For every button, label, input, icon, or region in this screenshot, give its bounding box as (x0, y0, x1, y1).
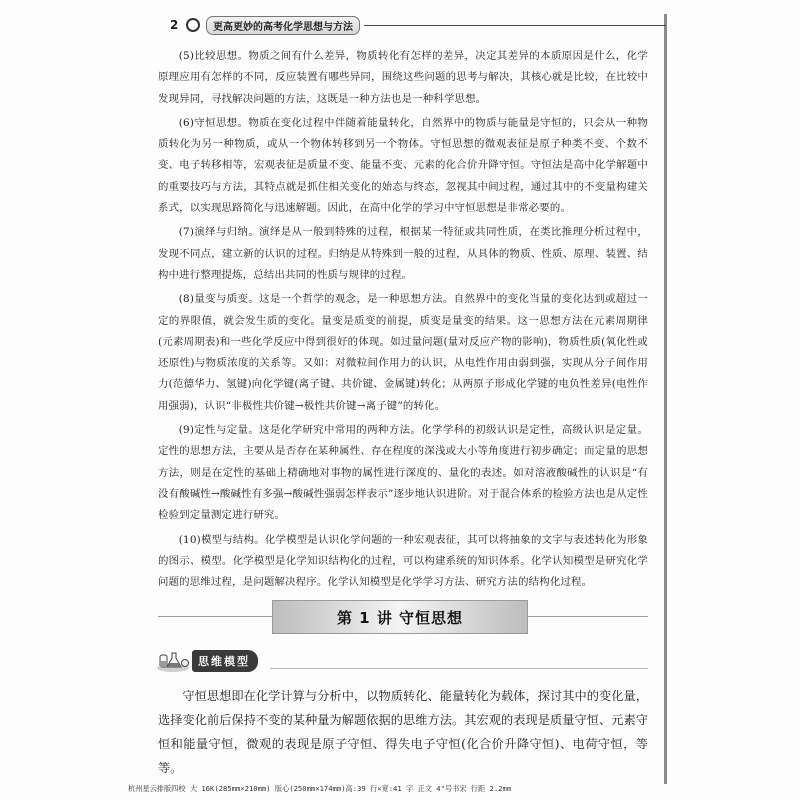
paragraph-model-structure: (10)模型与结构。化学模型是认识化学问题的一种宏观表征，其可以将抽象的文字与表述转化为形象的图示、模型。化学模型是化学知识结构化的过程，可以构建系统的知识体系。化学认知模型是研究化学问题的思维过程，是问题解决程序。化学认知模型是化学学习方法、研究方法的结构化过程。 (158, 533, 648, 589)
lecture-title: 第 1 讲 守恒思想 (336, 608, 464, 627)
section-badge-label: 思维模型 (192, 650, 258, 672)
print-imprint: 杭州星云排版四校 大 16K(285mm×210mm) 版心(250mm×174mm)高:39 行×宽:41 字 正文 4"号书宋 行距 2.2mm (128, 784, 512, 793)
header-rule (364, 25, 666, 26)
book-title: 更高更妙的高考化学思想与方法 (206, 16, 360, 35)
paragraph-quantity-quality: (8)量变与质变。这是一个哲学的观念，是一种思想方法。自然界中的变化当量的变化达到或超过一定的界限值，就会发生质的变化。量变是质变的前提，质变是量变的结果。这一思想方法在元素周期律(元素周期表)和一些化学反应中得到很好的体现。如过量问题(量对反应产物的影响)，物质性质(氧化性或还原性)与物质浓度的关系等。又如：对微粒间作用力的认识，从电性作用由弱到强，实现从分子间作用力(范德华力、氢键)向化学键(离子键、共价键、金属键)转化；从两原子形成化学键的电负性差异(电性作用强弱)，认识“非极性共价键→极性共价键→离子键”的转化。 (158, 293, 648, 412)
paragraph-comparison: (5)比较思想。物质之间有什么差异，物质转化有怎样的差异，决定其差异的本质原因是什么，化学原理应用有怎样的不同，反应装置有哪些异同，围绕这些问题的思考与解决，其核心就是比较，在比较中发现异同，寻找解决问题的方法，这既是一种方法也是一种科学思想。 (158, 50, 648, 105)
page-number: 2 (170, 18, 179, 32)
running-header (186, 16, 666, 34)
paragraph-qualitative-quantitative: (9)定性与定量。这是化学研究中常用的两种方法。化学学科的初级认识是定性，高级认识是定量。定性的思想方法，主要从是否存在某种属性、存在程度的深浅或大小等角度进行初步确定；而定量的思想方法，则是在定性的基础上精确地对事物的属性进行深度的、量化的表述。如对溶液酸碱性的认识是“有没有酸碱性→酸碱性有多强→酸碱性强弱怎样表示”逐步地认识进阶。对于混合体系的检验方法也是从定性检验到定量测定进行研究。 (158, 424, 648, 522)
page-right-edge (664, 14, 667, 784)
lecture-title-bar (272, 600, 528, 634)
paragraph-conservation: (6)守恒思想。物质在变化过程中伴随着能量转化，自然界中的物质与能量是守恒的，只会从一种物质转化为另一种物质，或从一个物体转移到另一个物体。守恒思想的微观表征是原子种类不变、个数不变、电子转移相等，宏观表征是质量不变、能量不变、元素的化合价升降守恒。守恒法是高中化学解题中的重要技巧与方法，其特点就是抓住相关变化的始态与终态，忽视其中间过程，通过其中的不变量构建关系式，以实现思路简化与迅速解题。因此，在高中化学的学习中守恒思想是非常必要的。 (158, 116, 648, 215)
intro-paragraph: 守恒思想即在化学计算与分析中，以物质转化、能量转化为载体，探讨其中的变化量，选择变化前后保持不变的某种量为解题依据的思维方法。其宏观的表现是质量守恒、元素守恒和能量守恒，微观的表现是原子守恒、得失电子守恒(化合价升降守恒)、电荷守恒，等等。 (158, 689, 648, 775)
paragraph-deduction-induction: (7)演绎与归纳。演绎是从一般到特殊的过程，根据某一特征或共同性质，在类比推理分析过程中，发现不同点，建立新的认识的过程。归纳是从特殊到一般的过程，从具体的物质、性质、原理、装置、结构中进行整理提炼，总结出共同的性质与规律的过程。 (158, 226, 648, 281)
header-circle-icon (186, 18, 200, 32)
body-text (158, 46, 648, 596)
section-badge-rule (270, 668, 648, 669)
section-badge (156, 648, 258, 674)
flask-icon (156, 649, 190, 673)
